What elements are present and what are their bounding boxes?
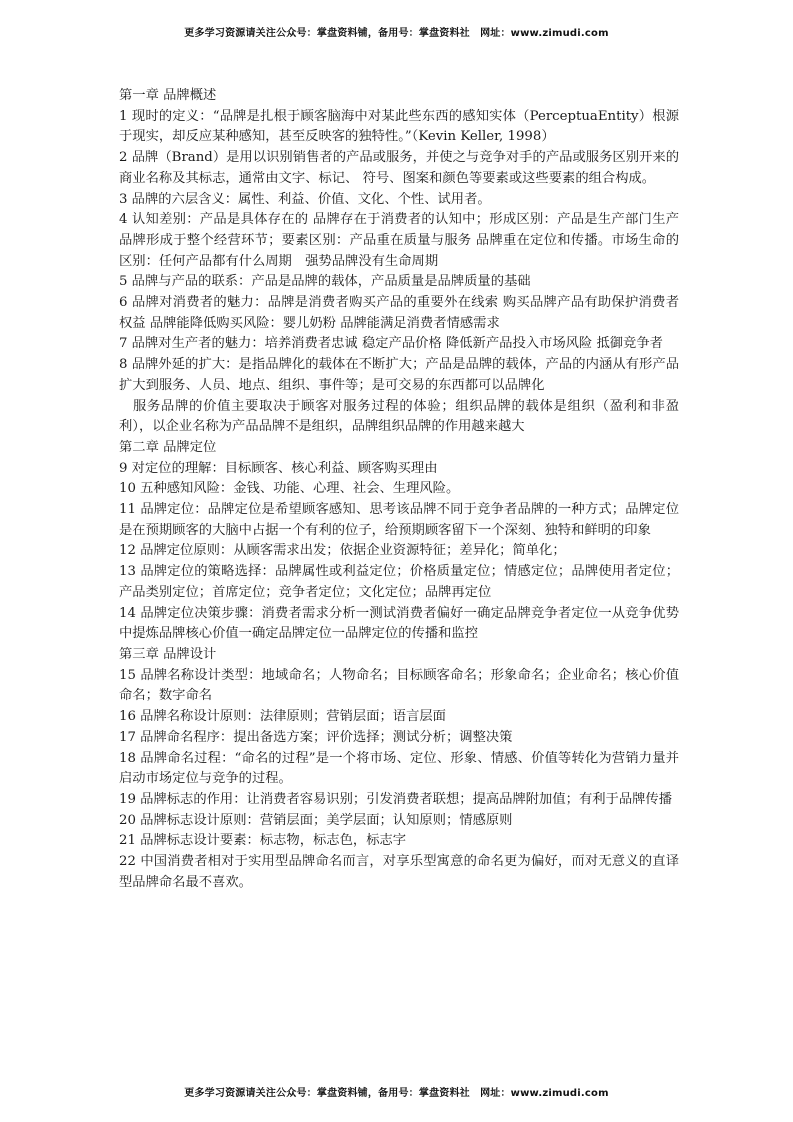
footer-banner: 更多学习资源请关注公众号：掌盘资料铺，备用号：掌盘资料社 网址：www.zimudi.com — [184, 1088, 609, 1099]
item-3: 3 品牌的六层含义：属性、利益、价值、文化、个性、试用者。 — [119, 191, 491, 207]
item-6: 6 品牌对消费者的魅力：品牌是消费者购买产品的重要外在线索 购买品牌产品有助保护消费者权益 品牌能降低购买风险：婴儿奶粉 品牌能满足消费者情感需求 — [119, 295, 679, 331]
item-7: 7 品牌对生产者的魅力：培养消费者忠诚 稳定产品价格 降低新产品投入市场风险 抵御竞争者 — [119, 336, 663, 352]
item-8-continued: 服务品牌的价值主要取决于顾客对服务过程的体验；组织品牌的载体是组织（盈利和非盈利），以企业名称为产品品牌不是组织，品牌组织品牌的作用越来越大 — [119, 398, 679, 435]
item-17: 17 品牌命名程序：提出备选方案；评价选择；测试分析；调整决策 — [119, 729, 513, 745]
item-9: 9 对定位的理解：目标顾客、核心利益、顾客购买理由 — [119, 460, 438, 476]
item-20: 20 品牌标志设计原则：营销层面；美学层面；认知原则；情感原则 — [119, 812, 513, 828]
header-banner: 更多学习资源请关注公众号：掌盘资料铺，备用号：掌盘资料社 网址：www.zimudi.com — [184, 28, 609, 39]
item-10: 10 五种感知风险：金钱、功能、心理、社会、生理风险。 — [119, 481, 460, 497]
chapter-2-heading: 第二章 品牌定位 — [119, 439, 217, 455]
item-14: 14 品牌定位决策步骤：消费者需求分析一测试消费者偏好一确定品牌竞争者定位一从竞争优势中提炼品牌核心价值一确定品牌定位一品牌定位的传播和监控 — [119, 605, 679, 642]
item-12: 12 品牌定位原则：从顾客需求出发；依据企业资源特征；差异化；简单化； — [119, 543, 566, 559]
item-5: 5 品牌与产品的联系：产品是品牌的载体，产品质量是品牌质量的基础 — [119, 274, 531, 290]
chapter-3-heading: 第三章 品牌设计 — [119, 646, 217, 662]
item-1: 1 现时的定义：“品牌是扎根于顾客脑海中对某此些东西的感知实体（PerceptuaEntity）根源于现实，却反应某种感知，甚至反映客的独特性。”（Kevin Keller, 1998） — [119, 108, 679, 145]
document-body — [119, 86, 679, 893]
item-13: 13 品牌定位的策略选择：品牌属性或利益定位；价格质量定位；情感定位；品牌使用者定位；产品类别定位；首席定位；竞争者定位；文化定位；品牌再定位 — [119, 564, 679, 600]
item-2: 2 品牌（Brand）是用以识别销售者的产品或服务，并使之与竞争对手的产品或服务区别开来的商业名称及其标志，通常由文字、标记、 符号、图案和颜色等要素或这些要素的组合构成。 — [119, 150, 679, 186]
chapter-1-heading: 第一章 品牌概述 — [119, 88, 217, 103]
item-8: 8 品牌外延的扩大：是指品牌化的载体在不断扩大；产品是品牌的载体，产品的内涵从有形产品扩大到服务、人员、地点、组织、事件等；是可交易的东西都可以品牌化 — [119, 357, 679, 393]
item-4: 4 认知差别：产品是具体存在的 品牌存在于消费者的认知中；形成区别：产品是生产部门生产 品牌形成于整个经营环节；要素区别：产品重在质量与服务 品牌重在定位和传播。市场生命的区别：任何产品都有什么周期 强势品牌没有生命周期 — [119, 212, 679, 269]
item-11: 11 品牌定位：品牌定位是希望顾客感知、思考该品牌不同于竞争者品牌的一种方式；品牌定位是在预期顾客的大脑中占据一个有利的位子，给预期顾客留下一个深刻、独特和鲜明的印象 — [119, 502, 679, 538]
item-21: 21 品牌标志设计要素：标志物，标志色，标志字 — [119, 833, 407, 849]
item-18: 18 品牌命名过程：“命名的过程”是一个将市场、定位、形象、情感、价值等转化为营销力量并启动市场定位与竞争的过程。 — [119, 750, 679, 787]
item-16: 16 品牌名称设计原则：法律原则；营销层面；语言层面 — [119, 709, 446, 725]
item-15: 15 品牌名称设计类型：地域命名；人物命名；目标顾客命名；形象命名；企业命名；核心价值命名；数字命名 — [119, 667, 679, 704]
item-19: 19 品牌标志的作用：让消费者容易识别；引发消费者联想；提高品牌附加值；有利于品牌传播 — [119, 791, 673, 807]
item-22: 22 中国消费者相对于实用型品牌命名而言，对享乐型寓意的命名更为偏好，而对无意义的直译型品牌命名最不喜欢。 — [119, 854, 679, 890]
